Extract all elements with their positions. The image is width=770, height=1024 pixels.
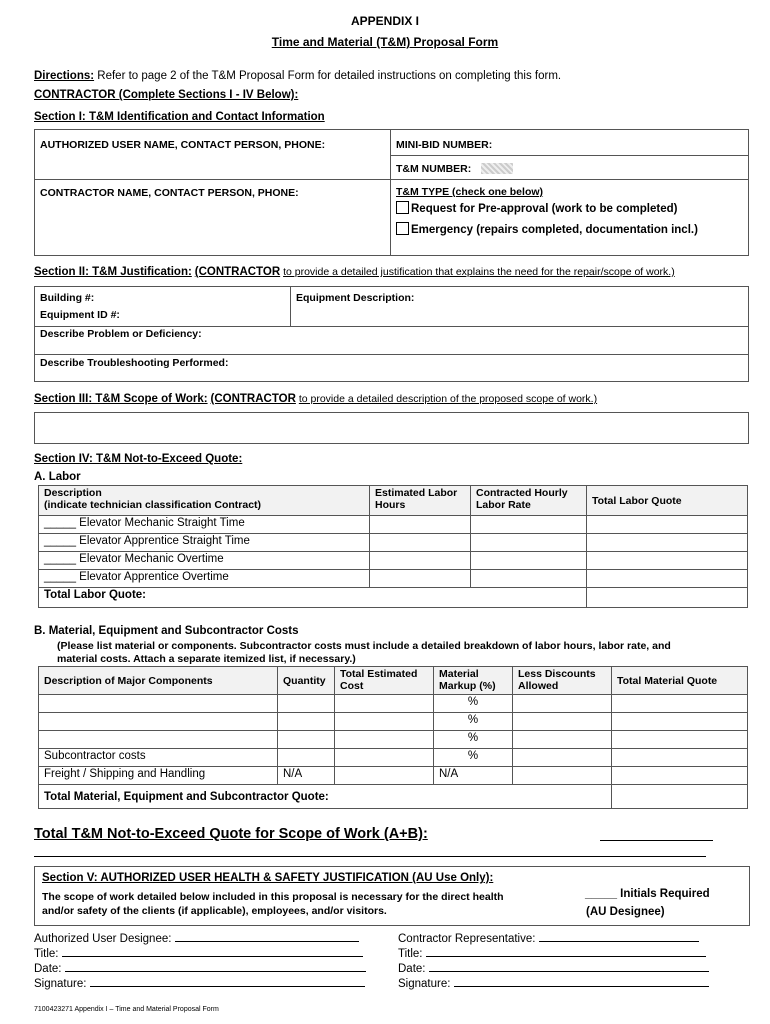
contractor-instruction: CONTRACTOR (Complete Sections I - IV Below):	[34, 89, 299, 101]
labor-row-desc: _____ Elevator Mechanic Overtime	[39, 552, 370, 570]
directions	[34, 70, 561, 82]
labor-total-label: Total Labor Quote:	[39, 588, 587, 608]
section2-table	[34, 286, 749, 382]
section3-heading	[34, 393, 597, 405]
labor-hours-input[interactable]	[370, 570, 471, 588]
material-total-input[interactable]	[612, 695, 748, 713]
material-table	[38, 666, 748, 809]
labor-header-desc1: Description	[44, 487, 102, 499]
left-signature-label: Signature:	[34, 978, 87, 990]
section3-heading-contractor: (CONTRACTOR	[210, 393, 296, 405]
form-title: Time and Material (T&M) Proposal Form	[271, 35, 499, 49]
section2-heading	[34, 266, 675, 278]
tm-type-cell	[391, 180, 749, 256]
emergency-label: Emergency (repairs completed, documentation incl.)	[411, 224, 698, 236]
right-date-field[interactable]	[429, 971, 709, 972]
material-discount-input[interactable]	[513, 731, 612, 749]
material-markup-input[interactable]: %	[434, 749, 513, 767]
material-total-input[interactable]	[612, 767, 748, 785]
scope-of-work-field[interactable]	[34, 412, 749, 444]
section1-table	[34, 129, 749, 256]
au-name-cell[interactable]	[35, 130, 391, 180]
labor-row-desc: _____ Elevator Apprentice Overtime	[39, 570, 370, 588]
tm-number-cell[interactable]	[391, 156, 749, 180]
labor-header-rate: Contracted Hourly Labor Rate	[471, 486, 587, 516]
material-cost-input[interactable]	[335, 695, 434, 713]
labor-table	[38, 485, 748, 608]
labor-row-desc: _____ Elevator Apprentice Straight Time	[39, 534, 370, 552]
labor-row	[39, 570, 748, 588]
option-preapproval[interactable]	[396, 201, 743, 215]
troubleshooting-cell[interactable]	[35, 355, 749, 382]
au-name-label: AUTHORIZED USER NAME, CONTACT PERSON, PHONE:	[40, 139, 326, 151]
contractor-name-label: CONTRACTOR NAME, CONTACT PERSON, PHONE:	[40, 187, 299, 199]
material-total-field[interactable]	[612, 785, 748, 809]
minibid-cell[interactable]	[391, 130, 749, 156]
building-cell[interactable]	[35, 287, 291, 327]
au-designee-sig-label: Authorized User Designee:	[34, 933, 172, 945]
labor-header-hours: Estimated Labor Hours	[370, 486, 471, 516]
material-markup-input[interactable]: %	[434, 695, 513, 713]
left-signature-field[interactable]	[90, 986, 365, 987]
section4-heading: Section IV: T&M Not-to-Exceed Quote:	[34, 453, 243, 465]
section2-heading-label: Section II: T&M Justification:	[34, 266, 192, 278]
material-discount-input[interactable]	[513, 713, 612, 731]
material-cost-input[interactable]	[335, 767, 434, 785]
contractor-rep-field[interactable]	[539, 941, 699, 942]
material-qty-input[interactable]	[278, 749, 335, 767]
signatures-left	[34, 932, 366, 992]
material-row	[39, 713, 748, 731]
signatures-right	[398, 932, 709, 992]
footer: 7100423271 Appendix I – Time and Material Proposal Form	[34, 1006, 219, 1013]
material-heading: B. Material, Equipment and Subcontractor Costs	[34, 625, 299, 637]
labor-rate-input[interactable]	[471, 534, 587, 552]
subcontractor-label: Subcontractor costs	[39, 749, 278, 767]
material-total-input[interactable]	[612, 731, 748, 749]
labor-total-input[interactable]	[587, 552, 748, 570]
equipment-desc-label: Equipment Description:	[296, 292, 415, 304]
freight-row	[39, 767, 748, 785]
material-header-total: Total Material Quote	[612, 667, 748, 695]
labor-total-input[interactable]	[587, 570, 748, 588]
labor-row	[39, 516, 748, 534]
material-header-qty: Quantity	[278, 667, 335, 695]
material-markup-input[interactable]: %	[434, 731, 513, 749]
emergency-checkbox[interactable]	[396, 222, 409, 235]
directions-label: Directions:	[34, 70, 95, 82]
material-cost-input[interactable]	[335, 749, 434, 767]
material-header-cost: Total Estimated Cost	[335, 667, 434, 695]
material-qty-input[interactable]	[278, 713, 335, 731]
grand-total-label: Total T&M Not-to-Exceed Quote for Scope of Work (A+B):	[34, 826, 428, 842]
divider-line	[34, 856, 706, 857]
left-date-field[interactable]	[65, 971, 366, 972]
right-signature-field[interactable]	[454, 986, 709, 987]
material-desc-input[interactable]	[39, 713, 278, 731]
left-title-field[interactable]	[62, 956, 363, 957]
material-row	[39, 695, 748, 713]
material-header-markup: Material Markup (%)	[434, 667, 513, 695]
contractor-name-cell[interactable]	[35, 180, 391, 256]
contractor-rep-label: Contractor Representative:	[398, 933, 536, 945]
initials-required[interactable]: _____ Initials Required	[585, 888, 710, 900]
troubleshooting-label: Describe Troubleshooting Performed:	[40, 357, 229, 369]
labor-row-desc: _____ Elevator Mechanic Straight Time	[39, 516, 370, 534]
tm-type-label: T&M TYPE (check one below)	[396, 186, 544, 198]
labor-hours-input[interactable]	[370, 552, 471, 570]
tm-number-label: T&M NUMBER:	[396, 163, 472, 175]
section1-heading: Section I: T&M Identification and Contact Information	[34, 111, 325, 123]
labor-total-input[interactable]	[587, 534, 748, 552]
material-discount-input[interactable]	[513, 767, 612, 785]
material-discount-input[interactable]	[513, 749, 612, 767]
labor-hours-input[interactable]	[370, 534, 471, 552]
material-discount-input[interactable]	[513, 695, 612, 713]
material-total-input[interactable]	[612, 713, 748, 731]
material-cost-input[interactable]	[335, 731, 434, 749]
material-note2: material costs. Attach a separate itemized list, if necessary.)	[57, 653, 356, 665]
section2-heading-text: to provide a detailed justification that explains the need for the repair/scope of work.)	[283, 266, 675, 278]
freight-qty-na: N/A	[278, 767, 335, 785]
material-row	[39, 731, 748, 749]
section2-heading-contractor: (CONTRACTOR	[194, 266, 281, 278]
labor-rate-input[interactable]	[471, 516, 587, 534]
material-desc-input[interactable]	[39, 695, 278, 713]
minibid-label: MINI-BID NUMBER:	[396, 139, 493, 151]
grand-total-field[interactable]	[600, 840, 713, 841]
material-cost-input[interactable]	[335, 713, 434, 731]
freight-markup-na: N/A	[434, 767, 513, 785]
section3-heading-label: Section III: T&M Scope of Work:	[34, 393, 208, 405]
preapproval-label: Request for Pre-approval (work to be completed)	[411, 203, 678, 215]
directions-text: Refer to page 2 of the T&M Proposal Form for detailed instructions on completing this form.	[97, 70, 562, 82]
freight-label: Freight / Shipping and Handling	[39, 767, 278, 785]
material-total-input[interactable]	[612, 749, 748, 767]
preapproval-checkbox[interactable]	[396, 201, 409, 214]
right-title-field[interactable]	[426, 956, 706, 957]
right-date-label: Date:	[398, 963, 426, 975]
labor-heading: A. Labor	[34, 471, 81, 483]
left-date-label: Date:	[34, 963, 62, 975]
section5-heading: Section V: AUTHORIZED USER HEALTH & SAFETY JUSTIFICATION (AU Use Only):	[42, 872, 494, 884]
labor-hours-input[interactable]	[370, 516, 471, 534]
labor-rate-input[interactable]	[471, 552, 587, 570]
labor-header-desc2: (indicate technician classification Contract)	[44, 499, 262, 511]
material-header-desc: Description of Major Components	[39, 667, 278, 695]
problem-cell[interactable]	[35, 327, 749, 355]
section3-heading-text: to provide a detailed description of the proposed scope of work.)	[298, 393, 598, 405]
material-header-discounts: Less Discounts Allowed	[513, 667, 612, 695]
left-title-label: Title:	[34, 948, 59, 960]
option-emergency[interactable]	[396, 222, 743, 236]
section5-text1: The scope of work detailed below included in this proposal is necessary for the direct health	[42, 891, 504, 903]
tm-number-field[interactable]	[481, 163, 513, 174]
material-qty-input[interactable]	[278, 731, 335, 749]
material-qty-input[interactable]	[278, 695, 335, 713]
equipment-desc-cell[interactable]	[291, 287, 749, 327]
material-note1: (Please list material or components. Subcontractor costs must include a detailed breakdown of labor hours, labor rate, and	[57, 640, 671, 652]
material-total-label: Total Material, Equipment and Subcontractor Quote:	[39, 785, 612, 809]
labor-row	[39, 552, 748, 570]
labor-rate-input[interactable]	[471, 570, 587, 588]
right-title-label: Title:	[398, 948, 423, 960]
subcontractor-row	[39, 749, 748, 767]
equipment-id-label: Equipment ID #:	[40, 309, 120, 321]
au-designee-field[interactable]	[175, 941, 359, 942]
au-designee-label: (AU Designee)	[586, 906, 665, 918]
material-markup-input[interactable]: %	[434, 713, 513, 731]
section5-box	[34, 866, 750, 926]
building-label: Building #:	[40, 292, 95, 304]
problem-label: Describe Problem or Deficiency:	[40, 328, 202, 340]
labor-header-total: Total Labor Quote	[587, 486, 748, 516]
labor-header-desc	[39, 486, 370, 516]
material-desc-input[interactable]	[39, 731, 278, 749]
right-signature-label: Signature:	[398, 978, 451, 990]
labor-row	[39, 534, 748, 552]
section5-text2: and/or safety of the clients (if applicable), employees, and/or visitors.	[42, 905, 387, 917]
labor-total-input[interactable]	[587, 516, 748, 534]
labor-total-field[interactable]	[587, 588, 748, 608]
appendix-label: APPENDIX I	[350, 14, 419, 28]
